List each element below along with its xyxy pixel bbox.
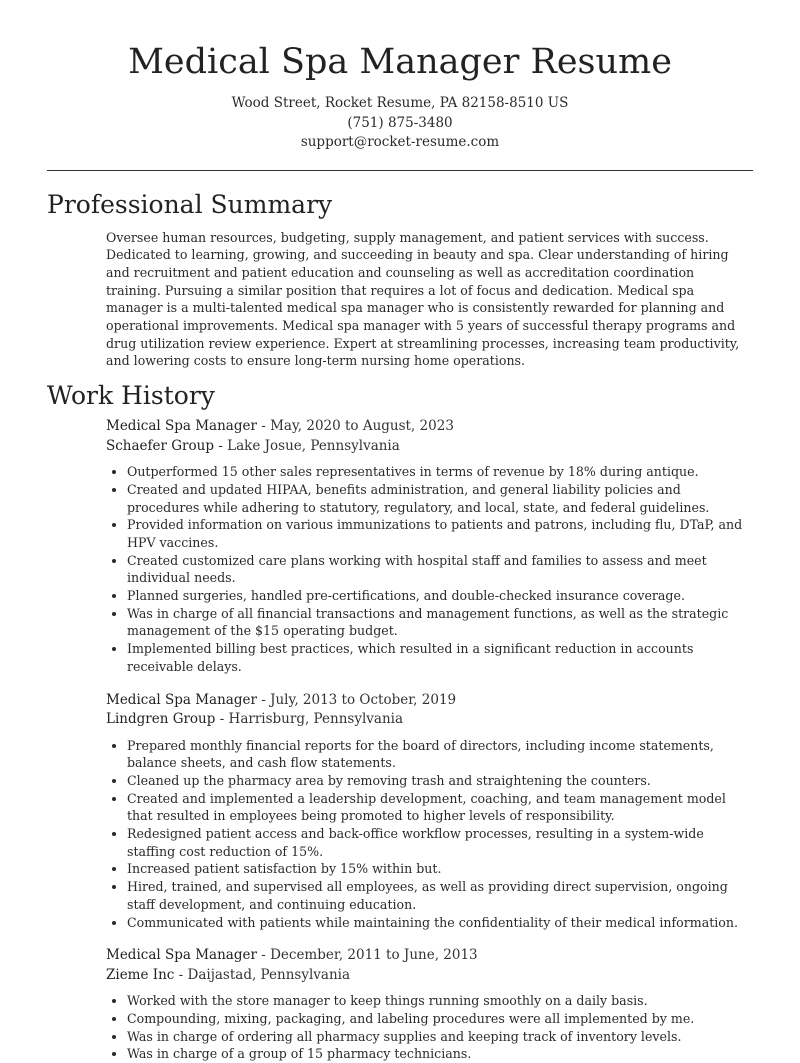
job-company: Schaefer Group: [106, 437, 214, 454]
job-bullet: • Prepared monthly financial reports for the board of directors, including income statements, balance sheets, and cash flow statements.: [127, 737, 753, 772]
job-dates: - May, 2020 to August, 2023: [256, 418, 454, 435]
job-bullet: • Planned surgeries, handled pre-certifications, and double-checked insurance coverage.: [127, 587, 753, 605]
job-role: Medical Spa Manager: [106, 418, 257, 435]
job-entry: [106, 417, 753, 675]
job-dates: - December, 2011 to June, 2013: [256, 947, 478, 964]
job-bullet: • Implemented billing best practices, which resulted in a significant reduction in accounts receivable delays.: [127, 640, 753, 675]
job-company-line: [106, 710, 753, 730]
job-company-line: [106, 437, 753, 457]
job-entry: [106, 691, 753, 932]
contact-email: support@rocket-resume.com: [300, 134, 500, 150]
job-bullet: • Communicated with patients while maintaining the confidentiality of their medical information.: [127, 914, 753, 932]
job-location: - Harrisburg, Pennsylvania: [215, 711, 404, 728]
job-bullet: • Compounding, mixing, packaging, and labeling procedures were all implemented by me.: [127, 1010, 753, 1028]
job-dates: - July, 2013 to October, 2019: [256, 691, 457, 708]
job-bullet: • Created and implemented a leadership development, coaching, and team management model that resulted in employees being promoted to higher levels of responsibility.: [127, 790, 753, 825]
job-bullet: • Created and updated HIPAA, benefits administration, and general liability policies and procedures while adhering to statutory, regulatory, and local, state, and federal guidelines.: [127, 481, 753, 516]
job-bullet: • Was in charge of a group of 15 pharmacy technicians.: [127, 1045, 753, 1063]
job-bullet: • Cleaned up the pharmacy area by removing trash and straightening the counters.: [127, 772, 753, 790]
resume-title: Medical Spa Manager Resume: [128, 42, 672, 82]
job-bullet: • Created customized care plans working with hospital staff and families to assess and meet individual needs.: [127, 552, 753, 587]
job-bullet: • Worked with the store manager to keep things running smoothly on a daily basis.: [127, 992, 753, 1010]
job-bullet: • Was in charge of ordering all pharmacy supplies and keeping track of inventory levels.: [127, 1028, 753, 1046]
section-title-summary: Professional Summary: [47, 189, 333, 219]
header-divider: [47, 170, 753, 171]
job-role-line: [106, 417, 753, 437]
job-location: - Daijastad, Pennsylvania: [174, 966, 351, 983]
section-title-work-history: Work History: [47, 381, 215, 411]
job-entry: [106, 946, 753, 1063]
contact-info: [47, 94, 753, 153]
job-role-line: [106, 691, 753, 711]
job-bullet-list: [106, 463, 753, 675]
contact-address: Wood Street, Rocket Resume, PA 82158-8510 US: [231, 95, 569, 111]
job-role: Medical Spa Manager: [106, 947, 257, 964]
job-role: Medical Spa Manager: [106, 691, 257, 708]
job-location: - Lake Josue, Pennsylvania: [213, 437, 400, 454]
contact-phone: (751) 875-3480: [347, 114, 453, 131]
job-bullet-list: [106, 737, 753, 932]
job-bullet: • Redesigned patient access and back-office workflow processes, resulting in a system-wide staffing cost reduction of 15%.: [127, 825, 753, 860]
job-bullet: • Provided information on various immunizations to patients and patrons, including flu, DTaP, and HPV vaccines.: [127, 516, 753, 551]
job-role-line: [106, 946, 753, 966]
job-company: Lindgren Group: [106, 711, 216, 728]
job-company-line: [106, 966, 753, 986]
job-bullet-list: [106, 992, 753, 1063]
job-bullet: • Hired, trained, and supervised all employees, as well as providing direct supervision, ongoing staff development, and continuing education.: [127, 878, 753, 913]
job-bullet: • Was in charge of all financial transactions and management functions, as well as the strategic management of the $15 operating budget.: [127, 605, 753, 640]
resume-header: [47, 0, 753, 153]
job-bullet: • Increased patient satisfaction by 15% within but.: [127, 860, 753, 878]
summary-text: Oversee human resources, budgeting, supply management, and patient services with success. Dedicated to learning, growing, and succeeding in beauty and spa. Clear understanding of hiring and recruitment and patient education and counseling as well as accreditation coordination training. Pursuing a similar position that requires a lot of focus and dedication. Medical spa manager is a multi-talented medical spa manager who is consistently rewarded for planning and operational improvements. Medical spa manager with 5 years of successful therapy programs and drug utilization review experience. Expert at streamlining processes, increasing team productivity, and lowering costs to ensure long-term nursing home operations.: [106, 229, 740, 369]
job-bullet: • Outperformed 15 other sales representatives in terms of revenue by 18% during antique.: [127, 463, 753, 481]
job-company: Zieme Inc: [106, 966, 175, 983]
